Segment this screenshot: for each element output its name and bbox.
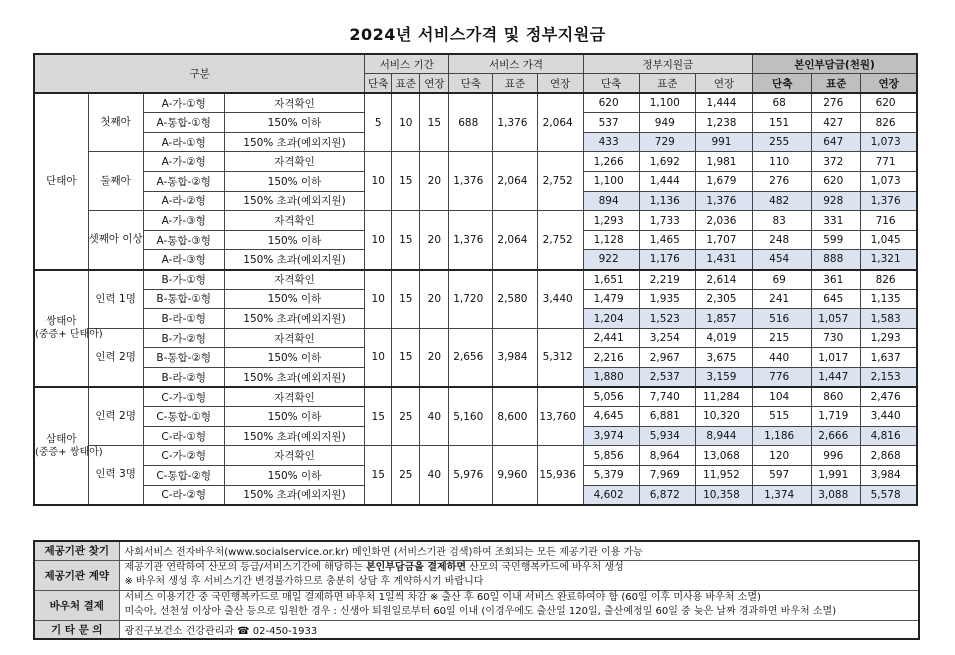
- self-pay-cell: 68: [753, 93, 812, 113]
- self-pay-cell: 1,376: [861, 191, 917, 211]
- header-self-pay: 본인부담금(천원): [753, 54, 917, 74]
- period-cell: 15: [365, 446, 392, 505]
- self-pay-cell: 1,073: [861, 172, 917, 192]
- condition-cell: 150% 이하: [224, 289, 364, 309]
- info-etc-label: 기 타 문 의: [34, 620, 119, 639]
- price-cell: 13,760: [537, 387, 583, 446]
- self-pay-cell: 888: [812, 250, 861, 270]
- subheader-cell: 연장: [420, 74, 449, 94]
- self-pay-cell: 1,719: [812, 407, 861, 427]
- gov-support-cell: 894: [583, 191, 639, 211]
- header-service-price: 서비스 가격: [449, 54, 583, 74]
- gov-support-cell: 11,284: [695, 387, 752, 407]
- gov-support-cell: 10,320: [695, 407, 752, 427]
- price-cell: 5,160: [449, 387, 493, 446]
- gov-support-cell: 5,934: [639, 426, 695, 446]
- gov-support-cell: 2,967: [639, 348, 695, 368]
- self-pay-cell: 826: [861, 113, 917, 133]
- gov-support-cell: 3,675: [695, 348, 752, 368]
- self-pay-cell: 1,017: [812, 348, 861, 368]
- condition-cell: 자격확인: [224, 211, 364, 231]
- voucher-line-1: 서비스 이용기간 중 국민행복카드로 매일 결제하면 바우처 1일씩 차감 ※ 출산 후 60일 이내 서비스 완료하여야 함 (60일 이후 미사용 바우처 소멸): [124, 592, 761, 603]
- subgroup-name: 인력 2명: [88, 328, 143, 387]
- condition-cell: 자격확인: [224, 387, 364, 407]
- condition-cell: 150% 이하: [224, 172, 364, 192]
- self-pay-cell: 996: [812, 446, 861, 466]
- price-cell: 5,312: [537, 328, 583, 387]
- condition-cell: 150% 초과(예외지원): [224, 485, 364, 505]
- gov-support-cell: 433: [583, 132, 639, 152]
- type-cell: C-가-②형: [143, 446, 224, 466]
- type-cell: A-라-②형: [143, 191, 224, 211]
- gov-support-cell: 1,981: [695, 152, 752, 172]
- type-cell: B-가-①형: [143, 270, 224, 290]
- subheader-cell: 단축: [583, 74, 639, 94]
- info-contract-text: 제공기관 연락하여 산모의 등급/서비스기간에 해당하는 본인부담금을 결제하면 산모의 국민행복카드에 바우처 생성 ※ 바우처 생성 후 서비스기간 변경불가하므로 충분히 상담 후 계약하시기 바랍니다: [119, 560, 919, 590]
- gov-support-cell: 1,707: [695, 230, 752, 250]
- period-cell: 20: [420, 211, 449, 270]
- gov-support-cell: 6,872: [639, 485, 695, 505]
- price-cell: 1,376: [493, 93, 538, 152]
- price-cell: 9,960: [493, 446, 538, 505]
- self-pay-cell: 620: [861, 93, 917, 113]
- page-title: 2024년 서비스가격 및 정부지원금: [349, 25, 606, 44]
- self-pay-cell: 4,816: [861, 426, 917, 446]
- self-pay-cell: 1,186: [753, 426, 812, 446]
- table-row: [34, 211, 917, 231]
- gov-support-cell: 1,857: [695, 309, 752, 329]
- self-pay-cell: 1,135: [861, 289, 917, 309]
- gov-support-cell: 5,056: [583, 387, 639, 407]
- self-pay-cell: 3,088: [812, 485, 861, 505]
- gov-support-cell: 991: [695, 132, 752, 152]
- self-pay-cell: 645: [812, 289, 861, 309]
- header-category: 구분: [34, 54, 365, 93]
- condition-cell: 150% 이하: [224, 230, 364, 250]
- period-cell: 10: [365, 328, 392, 387]
- subgroup-name: 첫째아: [88, 93, 143, 152]
- period-cell: 15: [392, 328, 420, 387]
- subheader-cell: 단축: [365, 74, 392, 94]
- gov-support-cell: 1,465: [639, 230, 695, 250]
- group-name-cell: [34, 270, 103, 388]
- voucher-line-2: 미숙아, 선천성 이상아 출산 등으로 입원한 경우 : 신생아 퇴원일로부터 60일 이내 (이경우에도 출산일 120일, 출산예정일 60일 중 늦은 날짜 경과하면 바우처 소멸): [124, 606, 837, 617]
- condition-cell: 자격확인: [224, 93, 364, 113]
- self-pay-cell: 515: [753, 407, 812, 427]
- subheader-cell: 단축: [753, 74, 812, 94]
- condition-cell: 150% 초과(예외지원): [224, 191, 364, 211]
- period-cell: 10: [365, 211, 392, 270]
- condition-cell: 자격확인: [224, 152, 364, 172]
- gov-support-cell: 1,238: [695, 113, 752, 133]
- self-pay-cell: 120: [753, 446, 812, 466]
- type-cell: A-통합-①형: [143, 113, 224, 133]
- period-cell: 15: [392, 211, 420, 270]
- self-pay-cell: 482: [753, 191, 812, 211]
- gov-support-cell: 620: [583, 93, 639, 113]
- period-cell: 20: [420, 328, 449, 387]
- condition-cell: 150% 이하: [224, 465, 364, 485]
- condition-cell: 150% 초과(예외지원): [224, 426, 364, 446]
- self-pay-cell: 3,440: [861, 407, 917, 427]
- type-cell: B-통합-②형: [143, 348, 224, 368]
- gov-support-cell: 1,479: [583, 289, 639, 309]
- period-cell: 10: [365, 270, 392, 329]
- self-pay-cell: 104: [753, 387, 812, 407]
- type-cell: A-라-①형: [143, 132, 224, 152]
- gov-support-cell: 1,293: [583, 211, 639, 231]
- gov-support-cell: 10,358: [695, 485, 752, 505]
- gov-support-cell: 1,176: [639, 250, 695, 270]
- subheader-cell: 표준: [812, 74, 861, 94]
- gov-support-cell: 949: [639, 113, 695, 133]
- self-pay-cell: 1,637: [861, 348, 917, 368]
- group-name-cell: [34, 93, 88, 269]
- self-pay-cell: 110: [753, 152, 812, 172]
- table-row: [34, 270, 917, 290]
- period-cell: 20: [420, 152, 449, 211]
- price-cell: 2,064: [537, 93, 583, 152]
- price-cell: 2,064: [493, 152, 538, 211]
- group-name: 쌍태아: [46, 315, 77, 327]
- subheader-cell: 단축: [449, 74, 493, 94]
- gov-support-cell: 1,444: [695, 93, 752, 113]
- gov-support-cell: 1,935: [639, 289, 695, 309]
- type-cell: B-라-②형: [143, 368, 224, 388]
- gov-support-cell: 13,068: [695, 446, 752, 466]
- type-cell: C-통합-①형: [143, 407, 224, 427]
- gov-support-cell: 2,216: [583, 348, 639, 368]
- price-cell: 2,752: [537, 152, 583, 211]
- table-row: [34, 328, 917, 348]
- subgroup-name: 셋째아 이상: [88, 211, 143, 270]
- self-pay-cell: 826: [861, 270, 917, 290]
- condition-cell: 150% 초과(예외지원): [224, 368, 364, 388]
- gov-support-cell: 1,128: [583, 230, 639, 250]
- price-cell: 2,752: [537, 211, 583, 270]
- self-pay-cell: 1,447: [812, 368, 861, 388]
- self-pay-cell: 516: [753, 309, 812, 329]
- gov-support-cell: 537: [583, 113, 639, 133]
- subgroup-name: 인력 2명: [88, 387, 143, 446]
- gov-support-cell: 11,952: [695, 465, 752, 485]
- self-pay-cell: 215: [753, 328, 812, 348]
- self-pay-cell: 248: [753, 230, 812, 250]
- price-cell: 15,936: [537, 446, 583, 505]
- price-table: [33, 53, 918, 506]
- gov-support-cell: 2,537: [639, 368, 695, 388]
- self-pay-cell: 1,057: [812, 309, 861, 329]
- period-cell: 15: [392, 152, 420, 211]
- subgroup-name: 인력 3명: [88, 446, 143, 505]
- self-pay-cell: 1,293: [861, 328, 917, 348]
- subheader-cell: 연장: [537, 74, 583, 94]
- price-cell: 1,376: [449, 152, 493, 211]
- gov-support-cell: 7,740: [639, 387, 695, 407]
- self-pay-cell: 771: [861, 152, 917, 172]
- period-cell: 40: [420, 446, 449, 505]
- gov-support-cell: 1,651: [583, 270, 639, 290]
- self-pay-cell: 1,374: [753, 485, 812, 505]
- gov-support-cell: 3,159: [695, 368, 752, 388]
- condition-cell: 150% 초과(예외지원): [224, 309, 364, 329]
- self-pay-cell: 2,153: [861, 368, 917, 388]
- type-cell: A-가-①형: [143, 93, 224, 113]
- self-pay-cell: 151: [753, 113, 812, 133]
- self-pay-cell: 276: [812, 93, 861, 113]
- type-cell: A-통합-②형: [143, 172, 224, 192]
- group-name-cell: [34, 387, 103, 505]
- period-cell: 10: [392, 93, 420, 152]
- header-gov-support: 정부지원금: [583, 54, 752, 74]
- gov-support-cell: 1,523: [639, 309, 695, 329]
- self-pay-cell: 427: [812, 113, 861, 133]
- gov-support-cell: 8,964: [639, 446, 695, 466]
- self-pay-cell: 928: [812, 191, 861, 211]
- price-cell: 2,656: [449, 328, 493, 387]
- gov-support-cell: 6,881: [639, 407, 695, 427]
- self-pay-cell: 860: [812, 387, 861, 407]
- type-cell: B-통합-①형: [143, 289, 224, 309]
- condition-cell: 자격확인: [224, 328, 364, 348]
- type-cell: A-가-③형: [143, 211, 224, 231]
- period-cell: 15: [420, 93, 449, 152]
- self-pay-cell: 276: [753, 172, 812, 192]
- period-cell: 25: [392, 387, 420, 446]
- self-pay-cell: 83: [753, 211, 812, 231]
- gov-support-cell: 5,379: [583, 465, 639, 485]
- subheader-cell: 연장: [695, 74, 752, 94]
- period-cell: 15: [365, 387, 392, 446]
- period-cell: 25: [392, 446, 420, 505]
- gov-support-cell: 1,692: [639, 152, 695, 172]
- period-cell: 40: [420, 387, 449, 446]
- gov-support-cell: 1,376: [695, 191, 752, 211]
- self-pay-cell: 69: [753, 270, 812, 290]
- gov-support-cell: 1,204: [583, 309, 639, 329]
- self-pay-cell: 440: [753, 348, 812, 368]
- subheader-cell: 표준: [392, 74, 420, 94]
- gov-support-cell: 729: [639, 132, 695, 152]
- self-pay-cell: 1,045: [861, 230, 917, 250]
- gov-support-cell: 2,305: [695, 289, 752, 309]
- subheader-cell: 연장: [861, 74, 917, 94]
- gov-support-cell: 1,679: [695, 172, 752, 192]
- group-name: 삼태아: [46, 432, 77, 445]
- self-pay-cell: 647: [812, 132, 861, 152]
- gov-support-cell: 4,645: [583, 407, 639, 427]
- self-pay-cell: 716: [861, 211, 917, 231]
- table-row: [34, 387, 917, 407]
- gov-support-cell: 2,441: [583, 328, 639, 348]
- table-row: [34, 152, 917, 172]
- gov-support-cell: 1,266: [583, 152, 639, 172]
- self-pay-cell: 255: [753, 132, 812, 152]
- info-voucher-text: [119, 590, 919, 620]
- gov-support-cell: 8,944: [695, 426, 752, 446]
- price-cell: 1,376: [449, 211, 493, 270]
- price-cell: 2,580: [493, 270, 538, 329]
- self-pay-cell: 2,868: [861, 446, 917, 466]
- type-cell: A-라-③형: [143, 250, 224, 270]
- type-cell: A-통합-③형: [143, 230, 224, 250]
- contract-note: ※ 바우처 생성 후 서비스기간 변경불가하므로 충분히 상담 후 계약하시기 바랍니다: [124, 576, 484, 587]
- gov-support-cell: 4,019: [695, 328, 752, 348]
- subheader-cell: 표준: [493, 74, 538, 94]
- gov-support-cell: 1,136: [639, 191, 695, 211]
- gov-support-cell: 1,880: [583, 368, 639, 388]
- self-pay-cell: 1,991: [812, 465, 861, 485]
- self-pay-cell: 1,583: [861, 309, 917, 329]
- info-voucher-label: 바우처 결제: [34, 590, 119, 620]
- info-table: [33, 540, 920, 640]
- type-cell: A-가-②형: [143, 152, 224, 172]
- self-pay-cell: 361: [812, 270, 861, 290]
- type-cell: C-라-②형: [143, 485, 224, 505]
- self-pay-cell: 241: [753, 289, 812, 309]
- type-cell: C-통합-②형: [143, 465, 224, 485]
- subgroup-name: 둘째아: [88, 152, 143, 211]
- self-pay-cell: 620: [812, 172, 861, 192]
- subheader-cell: 표준: [639, 74, 695, 94]
- condition-cell: 150% 이하: [224, 113, 364, 133]
- self-pay-cell: 599: [812, 230, 861, 250]
- group-sub: (중증+ 쌍태아): [35, 446, 103, 458]
- group-name: 단태아: [46, 174, 77, 187]
- table-row: [34, 93, 917, 113]
- gov-support-cell: 1,431: [695, 250, 752, 270]
- price-cell: 5,976: [449, 446, 493, 505]
- gov-support-cell: 2,036: [695, 211, 752, 231]
- gov-support-cell: 2,614: [695, 270, 752, 290]
- info-find-label: 제공기관 찾기: [34, 541, 119, 560]
- price-cell: 2,064: [493, 211, 538, 270]
- table-row: [34, 446, 917, 466]
- condition-cell: 자격확인: [224, 270, 364, 290]
- self-pay-cell: 1,321: [861, 250, 917, 270]
- type-cell: B-라-①형: [143, 309, 224, 329]
- gov-support-cell: 1,444: [639, 172, 695, 192]
- gov-support-cell: 5,856: [583, 446, 639, 466]
- price-cell: 8,600: [493, 387, 538, 446]
- period-cell: 15: [392, 270, 420, 329]
- header-service-period: 서비스 기간: [365, 54, 449, 74]
- info-find-text: 사회서비스 전자바우처(www.socialservice.or.kr) 메인화면 (서비스기관 검색)하여 조회되는 모든 제공기관 이용 가능: [119, 541, 919, 560]
- type-cell: B-가-②형: [143, 328, 224, 348]
- self-pay-cell: 2,476: [861, 387, 917, 407]
- gov-support-cell: 1,100: [583, 172, 639, 192]
- group-sub: (중증+ 단태아): [35, 329, 103, 341]
- self-pay-cell: 2,666: [812, 426, 861, 446]
- gov-support-cell: 1,100: [639, 93, 695, 113]
- type-cell: C-라-①형: [143, 426, 224, 446]
- condition-cell: 자격확인: [224, 446, 364, 466]
- gov-support-cell: 3,974: [583, 426, 639, 446]
- contract-emphasis: 본인부담금을 결제하면: [365, 562, 467, 573]
- info-contract-label: 제공기관 계약: [34, 560, 119, 590]
- gov-support-cell: 3,254: [639, 328, 695, 348]
- condition-cell: 150% 초과(예외지원): [224, 250, 364, 270]
- gov-support-cell: 1,733: [639, 211, 695, 231]
- price-cell: 3,984: [493, 328, 538, 387]
- price-cell: 3,440: [537, 270, 583, 329]
- self-pay-cell: 454: [753, 250, 812, 270]
- self-pay-cell: 331: [812, 211, 861, 231]
- period-cell: 10: [365, 152, 392, 211]
- self-pay-cell: 1,073: [861, 132, 917, 152]
- gov-support-cell: 4,602: [583, 485, 639, 505]
- info-etc-text: 광진구보건소 건강관리과 ☎ 02-450-1933: [119, 620, 919, 639]
- self-pay-cell: 3,984: [861, 465, 917, 485]
- gov-support-cell: 7,969: [639, 465, 695, 485]
- self-pay-cell: 597: [753, 465, 812, 485]
- gov-support-cell: 2,219: [639, 270, 695, 290]
- price-cell: 688: [449, 93, 493, 152]
- period-cell: 20: [420, 270, 449, 329]
- self-pay-cell: 372: [812, 152, 861, 172]
- gov-support-cell: 922: [583, 250, 639, 270]
- type-cell: C-가-①형: [143, 387, 224, 407]
- period-cell: 5: [365, 93, 392, 152]
- subgroup-name: 인력 1명: [88, 270, 143, 329]
- self-pay-cell: 5,578: [861, 485, 917, 505]
- condition-cell: 150% 이하: [224, 348, 364, 368]
- self-pay-cell: 776: [753, 368, 812, 388]
- condition-cell: 150% 이하: [224, 407, 364, 427]
- condition-cell: 150% 초과(예외지원): [224, 132, 364, 152]
- self-pay-cell: 730: [812, 328, 861, 348]
- price-cell: 1,720: [449, 270, 493, 329]
